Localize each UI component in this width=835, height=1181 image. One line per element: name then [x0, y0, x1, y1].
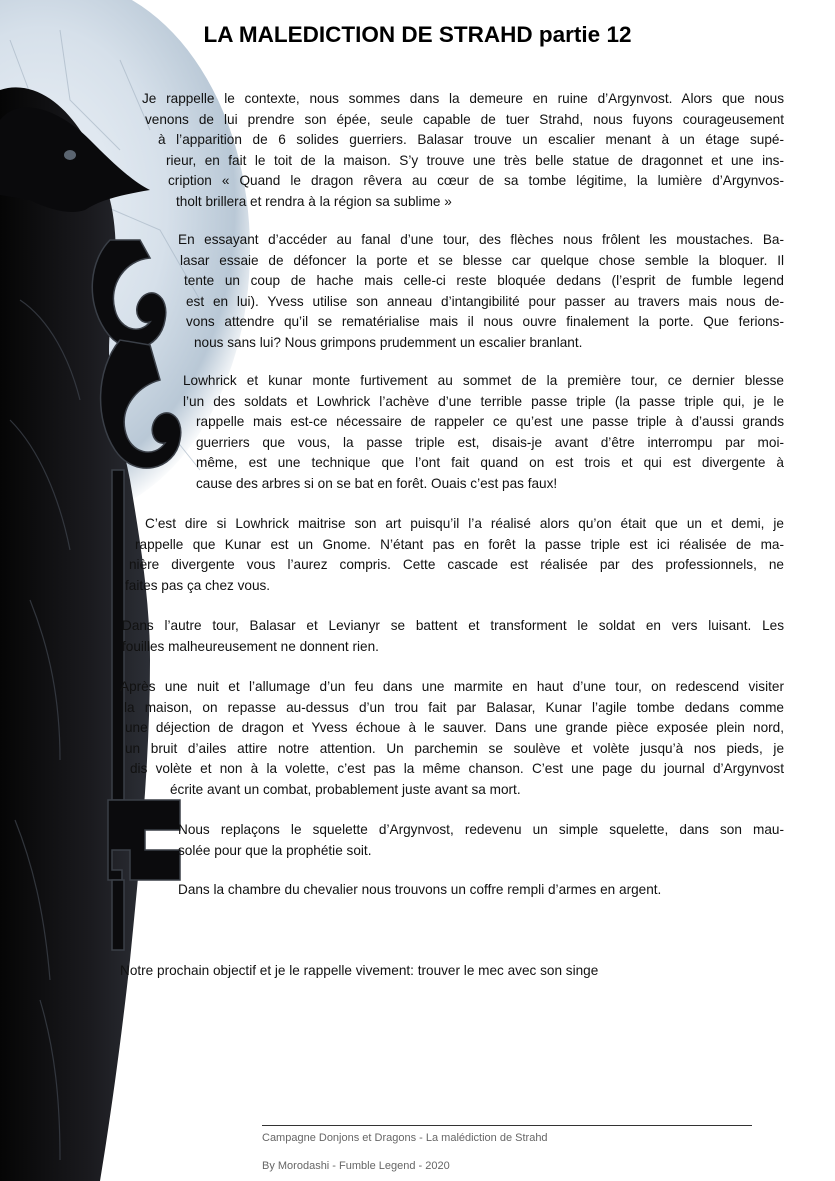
text-line: Nous replaçons le squelette d’Argynvost, redevenu un simple squelette, dans son mau-: [178, 822, 784, 837]
text-line: écrite avant un combat, probablement juste avant sa mort.: [170, 781, 521, 797]
text-line: Notre prochain objectif et je le rappelle vivement: trouver le mec avec son singe: [120, 963, 599, 978]
text-line: fouilles malheureusement ne donnent rien.: [122, 638, 379, 654]
text-line: Après une nuit et l’allumage d’un feu dans une marmite en haut d’une tour, on redescend visiter: [120, 679, 784, 694]
text-line: même, est une technique que l’ont fait quand on est trois et qui est divergente à: [196, 455, 784, 470]
page-title: LA MALEDICTION DE STRAHD partie 12: [203, 22, 632, 47]
text-line: rieur, en fait le toit de la maison. S’y trouve une très belle statue de dragonnet et une ins-: [166, 152, 784, 168]
text-line: faites pas ça chez vous.: [125, 577, 271, 593]
text-line: rappelle que Kunar est un Gnome. N’étant pas en forêt la passe triple est ici réalisée de ma-: [135, 536, 784, 552]
paragraph-1: [142, 89, 784, 212]
text-line: cause des arbres si on se bat en forêt. Ouais c’est pas faux!: [196, 475, 558, 491]
text-line: un bruit d’ailes attire notre attention. Un parchemin se soulève et volète jusqu’à nos pieds, je: [125, 740, 784, 756]
text-line: lasar essaie de défoncer la porte et se blesse car quelque chose semble la bloquer. Il: [180, 252, 784, 268]
paragraph-4: [125, 514, 784, 596]
text-line: Je rappelle le contexte, nous sommes dans la demeure en ruine d’Argynvost. Alors que nous: [142, 91, 784, 106]
footer-byline: By Morodashi - Fumble Legend - 2020: [262, 1160, 450, 1172]
text-line: solée pour que la prophétie soit.: [178, 842, 372, 858]
paragraph-3: [183, 371, 784, 494]
text-line: guerriers que vous, la passe triple est, disais-je avant d’être interrompu par moi-: [196, 434, 784, 450]
paragraph-8: [178, 880, 784, 901]
paragraph-2: [178, 230, 784, 353]
text-line: Dans la chambre du chevalier nous trouvons un coffre rempli d’armes en argent.: [178, 882, 662, 897]
text-line: En essayant d’accéder au fanal d’une tour, des flèches nous frôlent les moustaches. Ba-: [178, 232, 784, 247]
paragraph-6: [120, 677, 784, 800]
footer-campaign: Campagne Donjons et Dragons - La malédiction de Strahd: [262, 1132, 548, 1144]
paragraph-7: [178, 820, 784, 861]
paragraph-5: [122, 616, 784, 657]
text-line: une déjection de dragon et Yvess échoue à le sauver. Dans une grande pièce exposée plein nord,: [125, 720, 784, 735]
text-line: nous sans lui? Nous grimpons prudemment un escalier branlant.: [194, 334, 583, 350]
text-line: tholt brillera et rendra à la région sa sublime »: [176, 193, 452, 209]
text-line: C’est dire si Lowhrick maitrise son art puisqu’il l’a réalisé alors qu’on était que un et demi, je: [145, 516, 784, 531]
text-line: est en lui). Yvess utilise son anneau d’intangibilité pour passer au travers mais nous de-: [186, 293, 784, 309]
text-line: la maison, on repasse au-dessus d’un trou fait par Balasar, Kunar l’agile tombe dedans comme: [124, 699, 784, 715]
paragraph-9: [120, 961, 784, 982]
text-line: nière divergente vous l’aurez compris. Cette cascade est réalisée par des professionnels, ne: [129, 557, 784, 572]
raven-eye: [64, 150, 76, 160]
text-line: venons de lui prendre son épée, seule capable de tuer Strahd, nous fuyons courageusement: [145, 111, 784, 127]
text-line: vons attendre qu’il se rematérialise mais il nous ouvre finalement la porte. Que ferions-: [186, 314, 784, 329]
text-line: Dans l’autre tour, Balasar et Levianyr se battent et transforment le soldat en vers luisant. Les: [122, 618, 784, 633]
text-line: dis volète et non à la volette, c’est pas la même chanson. C’est une page du journal d’Argynvost: [130, 761, 784, 776]
text-line: tente un coup de hache mais celle-ci reste bloquée dedans (l’esprit de fumble legend: [184, 273, 784, 288]
footer-divider: [262, 1125, 752, 1126]
text-line: cription « Quand le dragon rêvera au cœur de sa tombe légitime, la lumière d’Argynvos-: [168, 173, 784, 188]
text-line: à l’apparition de 6 solides guerriers. Balasar trouve un escalier menant à un étage supé-: [158, 132, 784, 147]
text-line: Lowhrick et kunar monte furtivement au sommet de la première tour, ce dernier blesse: [183, 373, 784, 388]
text-line: l’un des soldats et Lowhrick l’achève d’une terrible passe triple (la passe triple qui, je le: [183, 393, 784, 409]
text-line: rappelle mais est-ce nécessaire de rappeler ce qu’est une passe triple à d’aussi grands: [196, 414, 784, 429]
